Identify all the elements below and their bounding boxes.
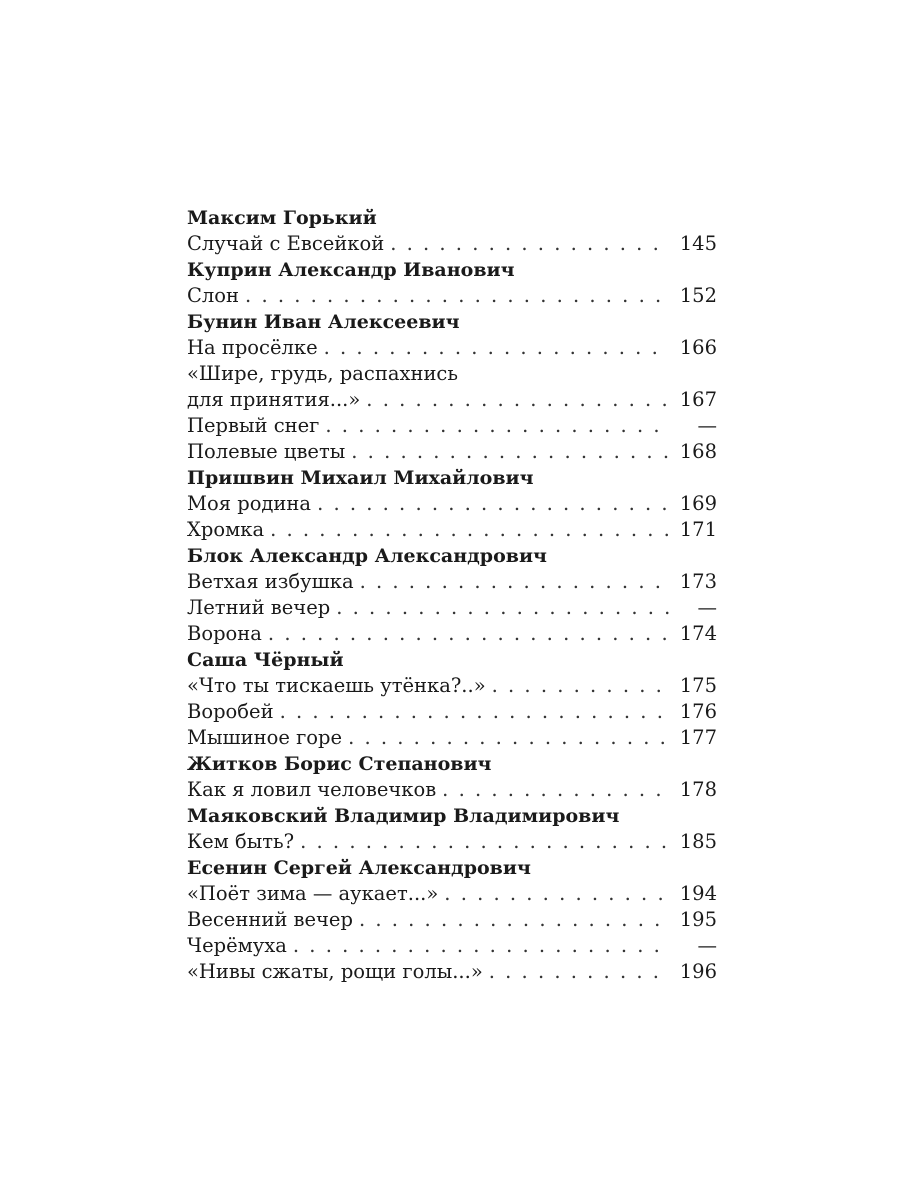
page-number: — (697, 414, 717, 437)
entry-title: «Нивы сжаты, рощи голы...» (187, 960, 483, 983)
entry-title: Случай с Евсейкой (187, 232, 385, 255)
toc-entry (187, 621, 717, 647)
entry-title: Весенний вечер (187, 908, 353, 931)
dot-leader (325, 413, 669, 439)
dot-leader (293, 933, 669, 959)
entry-title: Слон (187, 284, 240, 307)
dot-leader (317, 491, 669, 517)
dot-leader (489, 959, 669, 985)
dot-leader (268, 621, 669, 647)
dot-leader (360, 569, 669, 595)
toc-entry (187, 595, 717, 621)
page-number: 167 (679, 388, 717, 411)
page-number: 166 (679, 336, 717, 359)
toc-entry (187, 881, 717, 907)
dot-leader (492, 673, 669, 699)
author-heading: Пришвин Михаил Михайлович (187, 467, 534, 489)
author-heading: Есенин Сергей Александрович (187, 857, 531, 879)
dot-leader (270, 517, 669, 543)
page-number: 168 (679, 440, 717, 463)
entry-title: Первый снег (187, 414, 320, 437)
toc-entry (187, 699, 717, 725)
page-number: 173 (679, 570, 717, 593)
toc-entry-first-line (187, 361, 717, 387)
entry-title: для принятия...» (187, 388, 361, 411)
dot-leader (348, 725, 669, 751)
toc-entry (187, 283, 717, 309)
dot-leader (390, 231, 669, 257)
toc-entry (187, 725, 717, 751)
dot-leader (366, 387, 669, 413)
page-number: — (697, 934, 717, 957)
table-of-contents (187, 205, 717, 985)
toc-entry (187, 933, 717, 959)
page-number: 145 (679, 232, 717, 255)
dot-leader (324, 335, 669, 361)
dot-leader (444, 881, 669, 907)
author-heading: Маяковский Владимир Владимирович (187, 805, 620, 827)
dot-leader (300, 829, 669, 855)
dot-leader (336, 595, 669, 621)
page-number: 177 (679, 726, 717, 749)
toc-entry (187, 387, 717, 413)
toc-entry (187, 829, 717, 855)
toc-entry (187, 491, 717, 517)
author-heading: Саша Чёрный (187, 649, 344, 671)
dot-leader (245, 283, 669, 309)
toc-entry (187, 517, 717, 543)
dot-leader (280, 699, 669, 725)
page-number: 195 (679, 908, 717, 931)
toc-entry (187, 907, 717, 933)
dot-leader (351, 439, 669, 465)
toc-entry (187, 777, 717, 803)
entry-title: Летний вечер (187, 596, 331, 619)
toc-entry (187, 959, 717, 985)
page-number: 196 (679, 960, 717, 983)
entry-title: «Поёт зима — аукает...» (187, 882, 439, 905)
toc-entry (187, 231, 717, 257)
page-number: 152 (679, 284, 717, 307)
toc-entry (187, 335, 717, 361)
page-number: 194 (679, 882, 717, 905)
page-number: 174 (679, 622, 717, 645)
entry-title-line1: «Шире, грудь, распахнись (187, 362, 458, 385)
page-number: 171 (679, 518, 717, 541)
entry-title: Черёмуха (187, 934, 287, 957)
dot-leader (359, 907, 669, 933)
entry-title: Ворона (187, 622, 262, 645)
entry-title: Полевые цветы (187, 440, 346, 463)
toc-entry (187, 413, 717, 439)
entry-title: Кем быть? (187, 830, 295, 853)
entry-title: «Что ты тискаешь утёнка?..» (187, 674, 486, 697)
page-number: 176 (679, 700, 717, 723)
dot-leader (442, 777, 669, 803)
author-heading: Бунин Иван Алексеевич (187, 311, 460, 333)
entry-title: Как я ловил человечков (187, 778, 437, 801)
page-number: — (697, 596, 717, 619)
author-heading: Блок Александр Александрович (187, 545, 547, 567)
toc-entry (187, 569, 717, 595)
author-heading: Максим Горький (187, 207, 377, 229)
page-number: 175 (679, 674, 717, 697)
entry-title: На просёлке (187, 336, 318, 359)
toc-entry (187, 673, 717, 699)
entry-title: Воробей (187, 700, 274, 723)
entry-title: Хромка (187, 518, 265, 541)
page-number: 178 (679, 778, 717, 801)
entry-title: Ветхая избушка (187, 570, 354, 593)
entry-title: Моя родина (187, 492, 312, 515)
author-heading: Куприн Александр Иванович (187, 259, 515, 281)
author-heading: Житков Борис Степанович (187, 753, 492, 775)
page-number: 185 (679, 830, 717, 853)
entry-title: Мышиное горе (187, 726, 343, 749)
page-number: 169 (679, 492, 717, 515)
toc-entry (187, 439, 717, 465)
